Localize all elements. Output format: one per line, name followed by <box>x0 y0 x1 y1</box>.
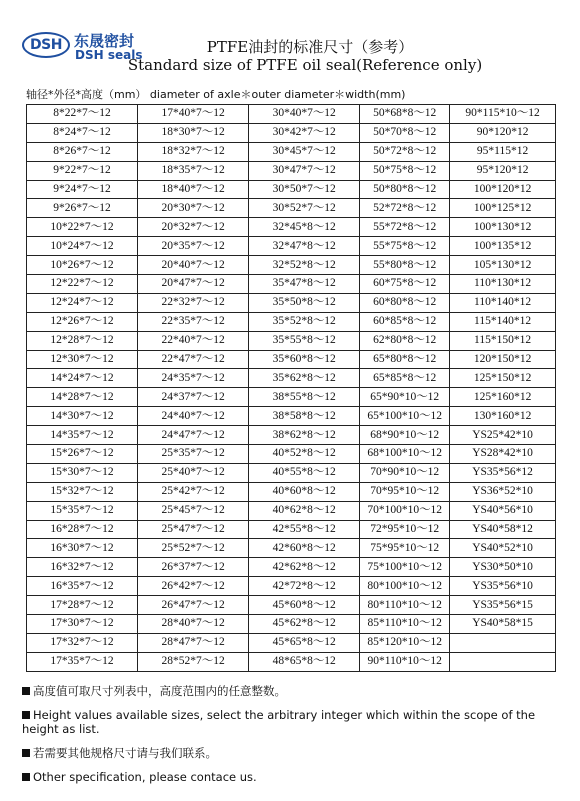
size-cell: 17*32*7～12 <box>27 633 138 652</box>
size-cell: 55*72*8～12 <box>360 218 450 237</box>
table-row <box>27 161 556 180</box>
size-cell: YS35*56*15 <box>450 596 556 615</box>
size-cell: 55*75*8～12 <box>360 237 450 256</box>
size-cell: 35*55*8～12 <box>249 331 360 350</box>
note-contact-cn <box>22 746 552 760</box>
size-cell: 50*75*8～12 <box>360 161 450 180</box>
note-height-en <box>22 708 552 736</box>
size-cell: 20*40*7～12 <box>138 256 249 275</box>
table-row <box>27 312 556 331</box>
size-cell: 125*160*12 <box>450 388 556 407</box>
size-cell: 42*55*8～12 <box>249 520 360 539</box>
table-row <box>27 482 556 501</box>
size-cell: 24*47*7～12 <box>138 426 249 445</box>
table-row <box>27 123 556 142</box>
size-cell: 14*35*7～12 <box>27 426 138 445</box>
table-row <box>27 180 556 199</box>
size-cell: 30*40*7～12 <box>249 105 360 124</box>
bullet-square-icon <box>22 749 30 757</box>
table-row <box>27 237 556 256</box>
size-cell: 68*90*10～12 <box>360 426 450 445</box>
note-text: Other specification, please contace us. <box>33 770 257 784</box>
size-cell: 75*100*10～12 <box>360 558 450 577</box>
size-cell: YS25*42*10 <box>450 426 556 445</box>
size-cell: 10*24*7～12 <box>27 237 138 256</box>
size-cell: 26*37*7～12 <box>138 558 249 577</box>
notes-section <box>22 684 552 794</box>
table-row <box>27 633 556 652</box>
logo-english-name: DSH seals <box>75 48 143 62</box>
size-cell: 45*60*8～12 <box>249 596 360 615</box>
bullet-square-icon <box>22 687 30 695</box>
size-cell: YS28*42*10 <box>450 445 556 464</box>
table-row <box>27 520 556 539</box>
size-cell: 14*24*7～12 <box>27 369 138 388</box>
size-cell: 8*24*7～12 <box>27 123 138 142</box>
size-cell: 90*110*10～12 <box>360 652 450 671</box>
size-cell: 45*65*8～12 <box>249 633 360 652</box>
size-cell: 16*28*7～12 <box>27 520 138 539</box>
size-cell: 35*62*8～12 <box>249 369 360 388</box>
note-contact-en <box>22 770 552 784</box>
size-cell: 65*90*10～12 <box>360 388 450 407</box>
size-cell: YS35*56*10 <box>450 577 556 596</box>
size-cell: 18*30*7～12 <box>138 123 249 142</box>
size-cell: 20*35*7～12 <box>138 237 249 256</box>
table-row <box>27 369 556 388</box>
size-cell: 25*45*7～12 <box>138 501 249 520</box>
table-row <box>27 218 556 237</box>
size-cell: 17*30*7～12 <box>27 615 138 634</box>
size-cell: 130*160*12 <box>450 407 556 426</box>
size-cell: 12*28*7～12 <box>27 331 138 350</box>
size-cell: 80*110*10～12 <box>360 596 450 615</box>
size-cell: 17*35*7～12 <box>27 652 138 671</box>
size-cell: 35*50*8～12 <box>249 293 360 312</box>
size-cell: YS35*56*12 <box>450 463 556 482</box>
size-cell: 32*47*8～12 <box>249 237 360 256</box>
seal-size-table-body <box>27 105 556 672</box>
size-cell: 70*100*10～12 <box>360 501 450 520</box>
size-cell: 24*40*7～12 <box>138 407 249 426</box>
table-row <box>27 199 556 218</box>
size-cell: 12*22*7～12 <box>27 275 138 294</box>
size-cell: 72*95*10～12 <box>360 520 450 539</box>
size-cell: 42*60*8～12 <box>249 539 360 558</box>
size-cell: 14*30*7～12 <box>27 407 138 426</box>
size-cell: 60*75*8～12 <box>360 275 450 294</box>
bullet-square-icon <box>22 711 30 719</box>
size-cell: 25*35*7～12 <box>138 445 249 464</box>
size-cell: 65*100*10～12 <box>360 407 450 426</box>
size-cell: 17*28*7～12 <box>27 596 138 615</box>
table-row <box>27 142 556 161</box>
size-cell: 110*130*12 <box>450 275 556 294</box>
size-cell: 18*32*7～12 <box>138 142 249 161</box>
size-cell: 55*80*8～12 <box>360 256 450 275</box>
size-cell: 40*55*8～12 <box>249 463 360 482</box>
size-cell: 45*62*8～12 <box>249 615 360 634</box>
table-row <box>27 350 556 369</box>
size-cell: 8*22*7～12 <box>27 105 138 124</box>
size-cell: 15*30*7～12 <box>27 463 138 482</box>
size-cell: 85*120*10～12 <box>360 633 450 652</box>
size-cell: 42*72*8～12 <box>249 577 360 596</box>
table-row <box>27 388 556 407</box>
logo-mark-text: DSH <box>30 37 62 53</box>
table-row <box>27 331 556 350</box>
size-cell: 68*100*10～12 <box>360 445 450 464</box>
size-cell: 50*70*8～12 <box>360 123 450 142</box>
size-cell: 65*85*8～12 <box>360 369 450 388</box>
size-cell: 100*120*12 <box>450 180 556 199</box>
size-cell: 60*80*8～12 <box>360 293 450 312</box>
size-cell: 25*42*7～12 <box>138 482 249 501</box>
size-cell: 110*140*12 <box>450 293 556 312</box>
size-cell: 28*47*7～12 <box>138 633 249 652</box>
table-row <box>27 275 556 294</box>
size-cell: 17*40*7～12 <box>138 105 249 124</box>
size-cell: 48*65*8～12 <box>249 652 360 671</box>
size-cell: 30*50*7～12 <box>249 180 360 199</box>
table-row <box>27 426 556 445</box>
size-cell: 30*52*7～12 <box>249 199 360 218</box>
size-cell: 32*52*8～12 <box>249 256 360 275</box>
table-row <box>27 558 556 577</box>
note-text: 高度值可取尺寸列表中，高度范围内的任意整数。 <box>33 684 286 698</box>
size-cell: 12*30*7～12 <box>27 350 138 369</box>
size-cell: 22*47*7～12 <box>138 350 249 369</box>
size-cell: 100*125*12 <box>450 199 556 218</box>
size-cell: 70*95*10～12 <box>360 482 450 501</box>
note-text: 若需要其他规格尺寸请与我们联系。 <box>33 746 217 760</box>
size-cell: 22*35*7～12 <box>138 312 249 331</box>
table-row <box>27 256 556 275</box>
size-cell: 50*68*8～12 <box>360 105 450 124</box>
table-row <box>27 501 556 520</box>
size-cell: 115*140*12 <box>450 312 556 331</box>
size-cell: YS40*58*12 <box>450 520 556 539</box>
size-cell: 9*26*7～12 <box>27 199 138 218</box>
size-cell: 24*37*7～12 <box>138 388 249 407</box>
size-cell: 26*42*7～12 <box>138 577 249 596</box>
seal-size-table <box>26 104 556 672</box>
size-cell: 12*26*7～12 <box>27 312 138 331</box>
size-cell: 16*32*7～12 <box>27 558 138 577</box>
size-cell: 115*150*12 <box>450 331 556 350</box>
size-cell: 18*35*7～12 <box>138 161 249 180</box>
table-row <box>27 596 556 615</box>
size-cell: 35*47*8～12 <box>249 275 360 294</box>
size-cell: 8*26*7～12 <box>27 142 138 161</box>
table-row <box>27 652 556 671</box>
size-cell: 16*30*7～12 <box>27 539 138 558</box>
size-cell: 15*32*7～12 <box>27 482 138 501</box>
size-cell: 25*47*7～12 <box>138 520 249 539</box>
size-cell: YS30*50*10 <box>450 558 556 577</box>
size-cell: 100*130*12 <box>450 218 556 237</box>
size-cell: 26*47*7～12 <box>138 596 249 615</box>
logo-chinese-name: 东晟密封 <box>74 32 135 50</box>
size-cell: 20*30*7～12 <box>138 199 249 218</box>
table-row <box>27 407 556 426</box>
size-cell: 28*52*7～12 <box>138 652 249 671</box>
size-cell: 24*35*7～12 <box>138 369 249 388</box>
size-cell: 15*26*7～12 <box>27 445 138 464</box>
note-height-cn <box>22 684 552 698</box>
size-cell: 25*52*7～12 <box>138 539 249 558</box>
page-title-english: Standard size of PTFE oil seal(Reference only) <box>127 56 483 74</box>
size-cell: 105*130*12 <box>450 256 556 275</box>
table-row <box>27 615 556 634</box>
size-cell: 22*32*7～12 <box>138 293 249 312</box>
table-row <box>27 293 556 312</box>
page-header <box>0 0 580 82</box>
size-cell: 40*62*8～12 <box>249 501 360 520</box>
table-row <box>27 105 556 124</box>
size-cell: 20*32*7～12 <box>138 218 249 237</box>
size-cell: 100*135*12 <box>450 237 556 256</box>
size-cell: 40*60*8～12 <box>249 482 360 501</box>
size-cell: YS40*56*10 <box>450 501 556 520</box>
size-cell: 18*40*7～12 <box>138 180 249 199</box>
size-cell: 120*150*12 <box>450 350 556 369</box>
size-cell: 16*35*7～12 <box>27 577 138 596</box>
size-cell: 60*85*8～12 <box>360 312 450 331</box>
size-cell: 50*72*8～12 <box>360 142 450 161</box>
size-cell: 25*40*7～12 <box>138 463 249 482</box>
size-cell: 75*95*10～12 <box>360 539 450 558</box>
size-cell: 90*115*10～12 <box>450 105 556 124</box>
size-cell: 95*120*12 <box>450 161 556 180</box>
size-cell: 30*47*7～12 <box>249 161 360 180</box>
table-row <box>27 445 556 464</box>
size-cell: 38*62*8～12 <box>249 426 360 445</box>
size-cell: 40*52*8～12 <box>249 445 360 464</box>
size-cell: YS36*52*10 <box>450 482 556 501</box>
bullet-square-icon <box>22 773 30 781</box>
size-cell: 38*58*8～12 <box>249 407 360 426</box>
note-text: Height values available sizes, select the arbitrary integer which within the scope of the height as list. <box>22 708 536 736</box>
size-cell: 35*52*8～12 <box>249 312 360 331</box>
size-cell: 15*35*7～12 <box>27 501 138 520</box>
size-cell: 70*90*10～12 <box>360 463 450 482</box>
size-cell: 85*110*10～12 <box>360 615 450 634</box>
size-cell: 12*24*7～12 <box>27 293 138 312</box>
table-caption: 轴径*外径*高度（mm） diameter of axle＊outer diameter＊width(mm) <box>26 88 406 101</box>
size-cell: 38*55*8～12 <box>249 388 360 407</box>
size-cell: 65*80*8～12 <box>360 350 450 369</box>
size-cell: 62*80*8～12 <box>360 331 450 350</box>
size-cell: 9*24*7～12 <box>27 180 138 199</box>
table-row <box>27 577 556 596</box>
size-cell: YS40*52*10 <box>450 539 556 558</box>
size-cell: 10*26*7～12 <box>27 256 138 275</box>
size-cell <box>450 652 556 671</box>
size-cell: 52*72*8～12 <box>360 199 450 218</box>
table-row <box>27 463 556 482</box>
size-cell: 35*60*8～12 <box>249 350 360 369</box>
size-cell: 50*80*8～12 <box>360 180 450 199</box>
table-row <box>27 539 556 558</box>
size-cell: 22*40*7～12 <box>138 331 249 350</box>
size-cell: 9*22*7～12 <box>27 161 138 180</box>
size-cell: 20*47*7～12 <box>138 275 249 294</box>
size-cell: 80*100*10～12 <box>360 577 450 596</box>
size-cell <box>450 633 556 652</box>
size-cell: 42*62*8～12 <box>249 558 360 577</box>
size-cell: 14*28*7～12 <box>27 388 138 407</box>
size-cell: 30*42*7～12 <box>249 123 360 142</box>
size-cell: 10*22*7～12 <box>27 218 138 237</box>
size-cell: YS40*58*15 <box>450 615 556 634</box>
size-cell: 28*40*7～12 <box>138 615 249 634</box>
size-cell: 30*45*7～12 <box>249 142 360 161</box>
size-cell: 90*120*12 <box>450 123 556 142</box>
size-cell: 125*150*12 <box>450 369 556 388</box>
size-cell: 32*45*8～12 <box>249 218 360 237</box>
size-cell: 95*115*12 <box>450 142 556 161</box>
page-title-chinese: PTFE油封的标准尺寸（参考） <box>206 38 414 56</box>
